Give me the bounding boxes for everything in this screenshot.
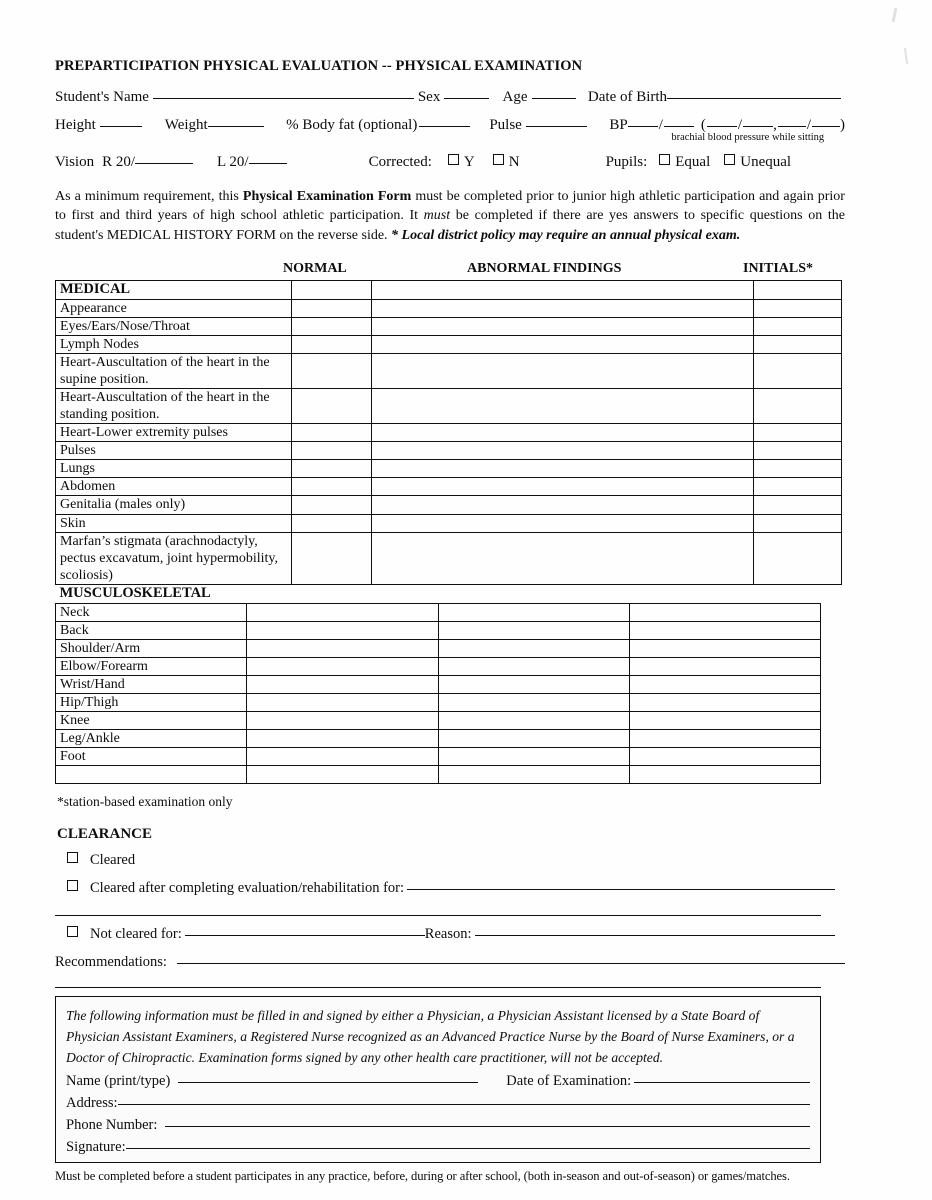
table-row: [56, 675, 821, 693]
initials-cell[interactable]: [629, 766, 820, 784]
normal-cell[interactable]: [292, 353, 372, 388]
vision-row: [55, 154, 845, 171]
provider-name-input[interactable]: [178, 1082, 478, 1083]
table-row-section-musculoskeletal: [56, 585, 821, 603]
exam-item-label: Heart-Auscultation of the heart in the standing position.: [56, 389, 292, 424]
clearance-continuation-rule[interactable]: [55, 915, 821, 916]
station-note: *station-based examination only: [57, 794, 233, 810]
clearance-heading: CLEARANCE: [57, 826, 153, 843]
bodyfat-input[interactable]: [419, 126, 470, 127]
recommendations-input[interactable]: [177, 963, 845, 964]
pupils-unequal-label: Unequal: [740, 154, 792, 170]
normal-cell[interactable]: [292, 460, 372, 478]
abnormal-cell[interactable]: [372, 299, 754, 317]
initials-cell[interactable]: [629, 748, 820, 766]
exam-item-label: Genitalia (males only): [56, 496, 292, 514]
table-row: [56, 730, 821, 748]
exam-item-label: Eyes/Ears/Nose/Throat: [56, 317, 292, 335]
normal-cell[interactable]: [247, 675, 438, 693]
column-header-normal: NORMAL: [283, 260, 347, 276]
table-row: [56, 621, 821, 639]
initials-cell[interactable]: [754, 317, 842, 335]
bp-slash-3: /: [806, 117, 811, 133]
scan-speck: [904, 48, 908, 64]
normal-cell[interactable]: [247, 657, 438, 675]
cleared-checkbox[interactable]: [67, 852, 78, 863]
table-column-headers: [55, 261, 845, 280]
sex-label: Sex: [417, 89, 441, 105]
page-title: PREPARTICIPATION PHYSICAL EVALUATION -- PHYSICAL EXAMINATION: [55, 58, 583, 74]
instructions-part1: As a minimum requirement, this: [55, 189, 243, 204]
normal-cell[interactable]: [247, 712, 438, 730]
bp-slash-2: /: [737, 117, 743, 133]
pulse-input[interactable]: [526, 126, 587, 127]
table-row: [56, 478, 842, 496]
medical-table-body: [56, 280, 842, 584]
table-row: [56, 766, 821, 784]
cleared-after-checkbox[interactable]: [67, 880, 78, 891]
exam-item-label: Shoulder/Arm: [56, 639, 247, 657]
abnormal-cell[interactable]: [438, 730, 629, 748]
normal-cell[interactable]: [247, 603, 438, 621]
age-label: Age: [502, 89, 528, 105]
initials-cell[interactable]: [754, 299, 842, 317]
bp-systolic-input[interactable]: [628, 126, 658, 127]
provider-name-row: [66, 1073, 810, 1090]
initials-cell[interactable]: [754, 514, 842, 532]
abnormal-cell[interactable]: [372, 280, 754, 299]
bodyfat-label: % Body fat (optional): [286, 117, 418, 133]
table-row: [56, 442, 842, 460]
cleared-label: Cleared: [90, 852, 136, 869]
abnormal-cell[interactable]: [372, 389, 754, 424]
normal-cell[interactable]: [292, 496, 372, 514]
normal-cell[interactable]: [292, 532, 372, 584]
provider-signature-box: [55, 996, 821, 1163]
table-row: [56, 657, 821, 675]
abnormal-cell[interactable]: [438, 657, 629, 675]
initials-cell[interactable]: [629, 730, 820, 748]
provider-phone-label: Phone Number:: [66, 1117, 158, 1134]
exam-item-label: Appearance: [56, 299, 292, 317]
initials-cell[interactable]: [629, 603, 820, 621]
pupils-label: Pupils:: [605, 154, 648, 170]
exam-item-label: Neck: [56, 603, 247, 621]
normal-cell[interactable]: [292, 299, 372, 317]
vitals-row: [55, 117, 845, 143]
bp-repeat1-diastolic-input[interactable]: [743, 126, 773, 127]
table-row: [56, 353, 842, 388]
not-cleared-input[interactable]: [185, 935, 425, 936]
initials-cell[interactable]: [754, 442, 842, 460]
instructions-part3: be completed if there are yes answers to specific questions on the student's MEDICAL HISTORY FORM on the reverse side.: [55, 208, 845, 243]
exam-item-label: Hip/Thigh: [56, 693, 247, 711]
initials-cell[interactable]: [754, 424, 842, 442]
dob-label: Date of Birth: [587, 89, 668, 105]
abnormal-cell[interactable]: [438, 693, 629, 711]
initials-cell[interactable]: [629, 639, 820, 657]
scan-speck: [892, 8, 898, 22]
weight-label: Weight: [164, 117, 208, 133]
initials-cell[interactable]: [629, 621, 820, 639]
form-sheet: [55, 58, 845, 1184]
provider-address-row: [66, 1095, 810, 1112]
abnormal-cell[interactable]: [438, 639, 629, 657]
abnormal-cell[interactable]: [372, 317, 754, 335]
pulse-label: Pulse: [489, 117, 522, 133]
normal-cell[interactable]: [292, 424, 372, 442]
normal-cell[interactable]: [292, 280, 372, 299]
abnormal-cell[interactable]: [372, 424, 754, 442]
vision-label: Vision: [55, 154, 95, 170]
table-row: [56, 712, 821, 730]
normal-cell[interactable]: [247, 766, 438, 784]
table-row-section-medical: [56, 280, 842, 299]
initials-cell[interactable]: [629, 693, 820, 711]
bp-repeat2-diastolic-input[interactable]: [812, 126, 840, 127]
student-identity-row: [55, 89, 845, 106]
table-row: [56, 317, 842, 335]
bp-close-paren: ): [839, 117, 845, 133]
bp-label: BP: [609, 117, 628, 133]
provider-signature-row: [66, 1139, 810, 1156]
bp-comma: ,: [773, 117, 777, 133]
abnormal-cell[interactable]: [372, 442, 754, 460]
initials-cell[interactable]: [629, 657, 820, 675]
normal-cell[interactable]: [292, 514, 372, 532]
column-header-abnormal: ABNORMAL FINDINGS: [467, 260, 622, 276]
exam-date-label: Date of Examination:: [506, 1073, 632, 1090]
exam-item-label: Abdomen: [56, 478, 292, 496]
blood-pressure-group: [609, 117, 845, 143]
provider-phone-row: [66, 1117, 810, 1134]
abnormal-cell[interactable]: [372, 353, 754, 388]
table-row: [56, 389, 842, 424]
table-row: [56, 460, 842, 478]
medical-exam-table: [55, 280, 842, 585]
age-input[interactable]: [532, 98, 577, 99]
provider-address-label: Address:: [66, 1095, 118, 1112]
initials-cell[interactable]: [754, 460, 842, 478]
initials-cell[interactable]: [754, 532, 842, 584]
exam-item-label: Heart-Auscultation of the heart in the supine position.: [56, 353, 292, 388]
normal-cell[interactable]: [292, 389, 372, 424]
reason-label: Reason:: [424, 926, 472, 943]
cleared-after-label: Cleared after completing evaluation/rehabilitation for:: [90, 880, 405, 897]
not-cleared-checkbox[interactable]: [67, 926, 78, 937]
abnormal-cell[interactable]: [438, 603, 629, 621]
exam-item-label: Pulses: [56, 442, 292, 460]
student-name-label: Student's Name: [55, 89, 149, 105]
sex-input[interactable]: [444, 98, 489, 99]
provider-name-label: Name (print/type): [66, 1073, 171, 1090]
table-row: [56, 532, 842, 584]
bp-repeat2-systolic-input[interactable]: [778, 126, 806, 127]
provider-requirements-paragraph: The following information must be filled in and signed by either a Physician, a Physician Assistant licensed by a State Board of Physician Assistant Examiners, a Registered Nurse recognized as an Advanced Practice Nurse by the Board of Nurse Examiners, or a Doctor of Chiropractic. Examination forms signed by any other health care practitioner, will not be accepted.: [66, 1008, 795, 1066]
pupils-equal-label: Equal: [675, 154, 711, 170]
section-label-musculoskeletal: MUSCULOSKELETAL: [59, 584, 211, 601]
abnormal-cell[interactable]: [372, 514, 754, 532]
not-cleared-row: [55, 926, 845, 943]
exam-item-blank: [56, 766, 247, 784]
abnormal-cell[interactable]: [372, 335, 754, 353]
abnormal-cell[interactable]: [372, 460, 754, 478]
table-row: [56, 748, 821, 766]
normal-cell[interactable]: [292, 442, 372, 460]
bp-repeat1-systolic-input[interactable]: [707, 126, 737, 127]
initials-cell[interactable]: [629, 675, 820, 693]
normal-cell[interactable]: [247, 693, 438, 711]
reason-input[interactable]: [475, 935, 835, 936]
corrected-label: Corrected:: [368, 154, 432, 170]
recommendations-label: Recommendations:: [55, 954, 167, 971]
table-row: [56, 496, 842, 514]
footer-note: Must be completed before a student participates in any practice, before, during or after school, (both in-season and out-of-season) or games/matches.: [55, 1169, 790, 1184]
pupils-equal-checkbox[interactable]: [659, 154, 670, 165]
table-row: [56, 424, 842, 442]
recommendations-continuation-rule[interactable]: [55, 987, 821, 988]
column-header-initials: INITIALS*: [743, 260, 814, 276]
height-input[interactable]: [100, 126, 142, 127]
exam-item-label: Lungs: [56, 460, 292, 478]
provider-phone-input[interactable]: [165, 1126, 810, 1127]
instructions-italic1: must: [423, 208, 451, 224]
vision-left-label: L 20/: [217, 154, 249, 170]
table-row: [56, 693, 821, 711]
normal-cell[interactable]: [292, 317, 372, 335]
bp-note: brachial blood pressure while sitting: [671, 132, 825, 143]
normal-cell[interactable]: [247, 621, 438, 639]
clearance-cleared-row: [55, 852, 845, 869]
initials-cell[interactable]: [754, 280, 842, 299]
table-row: [56, 639, 821, 657]
provider-signature-label: Signature:: [66, 1139, 126, 1156]
musculoskeletal-table-body: [56, 585, 821, 784]
height-label: Height: [55, 117, 96, 133]
initials-cell[interactable]: [754, 478, 842, 496]
dob-input[interactable]: [667, 98, 841, 99]
student-name-input[interactable]: [153, 98, 414, 99]
corrected-yes-checkbox[interactable]: [448, 154, 459, 165]
provider-signature-input[interactable]: [126, 1148, 810, 1149]
pupils-unequal-checkbox[interactable]: [724, 154, 735, 165]
normal-cell[interactable]: [292, 478, 372, 496]
provider-address-input[interactable]: [118, 1104, 810, 1105]
normal-cell[interactable]: [292, 335, 372, 353]
instructions-bolditalic1: * Local district policy may require an annual physical exam.: [391, 227, 741, 243]
abnormal-cell[interactable]: [438, 712, 629, 730]
abnormal-cell[interactable]: [438, 675, 629, 693]
vision-left-input[interactable]: [249, 163, 287, 164]
instructions-bold1: Physical Examination Form: [242, 189, 412, 204]
normal-cell[interactable]: [247, 748, 438, 766]
corrected-yes-label: Y: [463, 154, 475, 170]
section-label-medical: MEDICAL: [56, 280, 292, 299]
bp-open-paren: (: [700, 117, 706, 133]
bp-slash-1: /: [658, 117, 663, 133]
table-row: [56, 603, 821, 621]
abnormal-cell[interactable]: [438, 621, 629, 639]
vision-right-input[interactable]: [135, 163, 193, 164]
exam-item-label: Back: [56, 621, 247, 639]
abnormal-cell[interactable]: [372, 478, 754, 496]
exam-item-label: Foot: [56, 748, 247, 766]
cleared-after-input[interactable]: [407, 889, 835, 890]
abnormal-cell[interactable]: [372, 496, 754, 514]
initials-cell[interactable]: [629, 712, 820, 730]
exam-item-label: Leg/Ankle: [56, 730, 247, 748]
table-row: [56, 335, 842, 353]
weight-input[interactable]: [208, 126, 264, 127]
exam-item-label: Elbow/Forearm: [56, 657, 247, 675]
abnormal-cell[interactable]: [438, 766, 629, 784]
normal-cell[interactable]: [247, 639, 438, 657]
instructions-part2: must be completed prior to junior high athletic participation and again prior to first and third years of high school athletic participation. It: [55, 189, 845, 224]
initials-cell[interactable]: [754, 389, 842, 424]
initials-cell[interactable]: [754, 335, 842, 353]
vision-right-label: R 20/: [102, 154, 136, 170]
initials-cell[interactable]: [754, 496, 842, 514]
instructions-paragraph: [55, 187, 845, 245]
musculoskeletal-exam-table: [55, 585, 821, 784]
exam-date-input[interactable]: [634, 1082, 810, 1083]
corrected-no-checkbox[interactable]: [493, 154, 504, 165]
recommendations-row: [55, 954, 845, 971]
corrected-no-label: N: [508, 154, 520, 170]
exam-item-label: Knee: [56, 712, 247, 730]
exam-item-label: Marfan’s stigmata (arachnodactyly, pectus excavatum, joint hypermobility, scoliosis): [56, 532, 292, 584]
normal-cell[interactable]: [247, 730, 438, 748]
not-cleared-label: Not cleared for:: [90, 926, 182, 943]
bp-diastolic-input[interactable]: [664, 126, 694, 127]
exam-item-label: Skin: [56, 514, 292, 532]
abnormal-cell[interactable]: [372, 532, 754, 584]
abnormal-cell[interactable]: [438, 748, 629, 766]
exam-item-label: Lymph Nodes: [56, 335, 292, 353]
exam-item-label: Heart-Lower extremity pulses: [56, 424, 292, 442]
initials-cell[interactable]: [754, 353, 842, 388]
table-row: [56, 514, 842, 532]
table-row: [56, 299, 842, 317]
exam-item-label: Wrist/Hand: [56, 675, 247, 693]
clearance-cleared-after-row: [55, 880, 845, 897]
